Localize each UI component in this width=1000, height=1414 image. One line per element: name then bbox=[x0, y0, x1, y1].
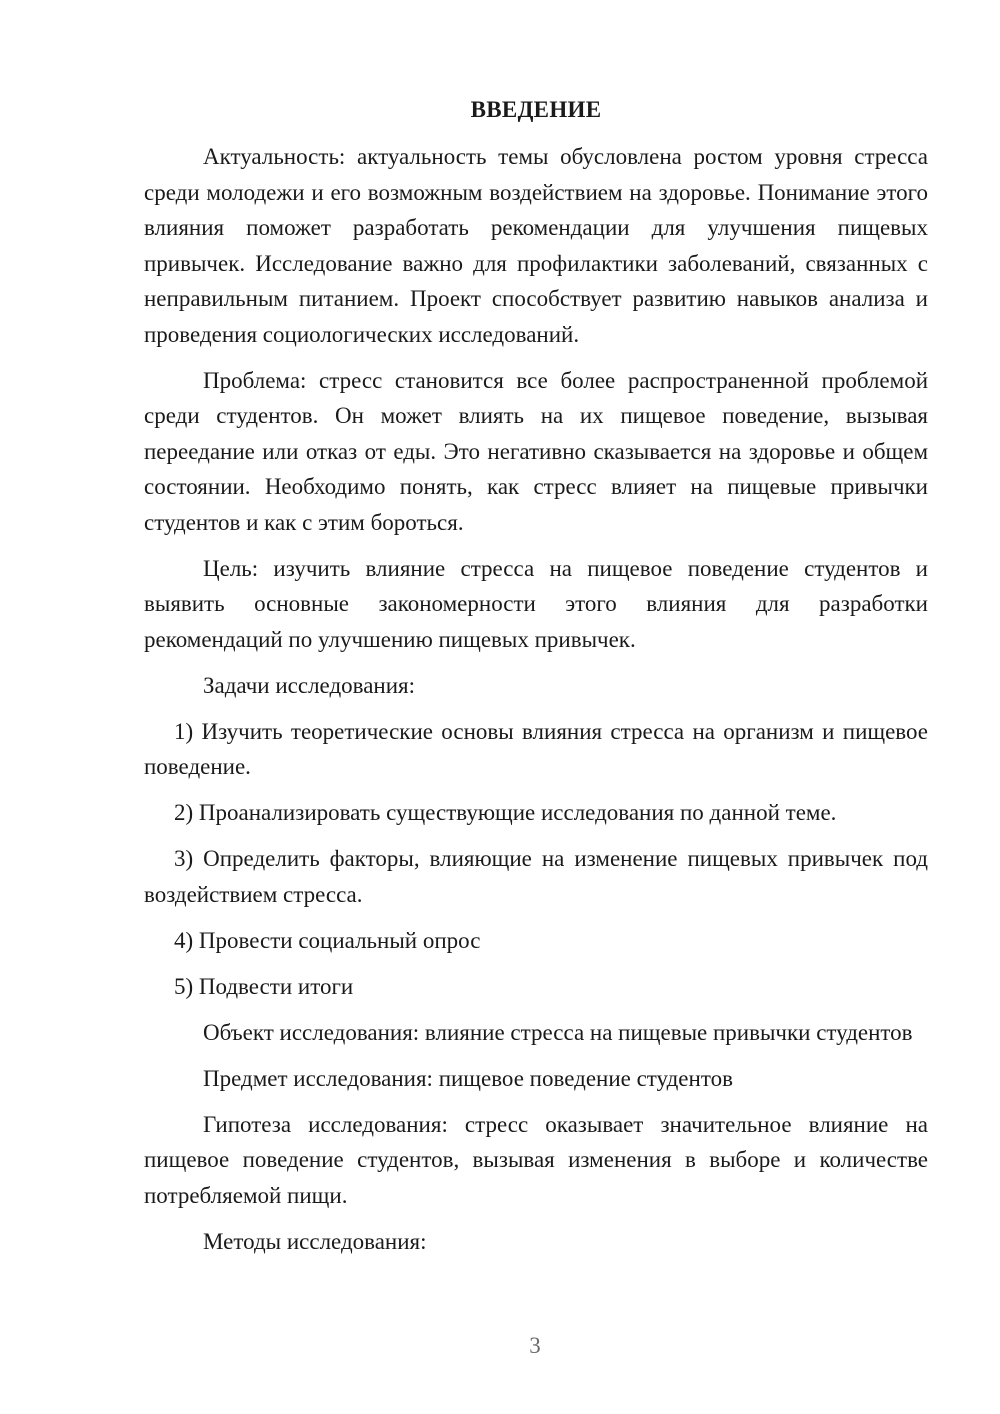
task-item-3: 3) Определить факторы, влияющие на изменение пищевых привычек под воздействием стресса. bbox=[144, 846, 928, 907]
paragraph-methods: Методы исследования: bbox=[203, 1228, 427, 1254]
task-item-4: 4) Провести социальный опрос bbox=[174, 927, 481, 953]
paragraph-subject: Предмет исследования: пищевое поведение студентов bbox=[203, 1065, 733, 1091]
paragraph-problem: Проблема: стресс становится все более распространенной проблемой среди студентов. Он может влиять на их пищевое поведение, вызывая переедание или отказ от еды. Это негативно сказывается на здоровье и общем состоянии. Необходимо понять, как стресс влияет на пищевые привычки студентов и как с этим бороться. bbox=[144, 367, 928, 535]
task-item-1: 1) Изучить теоретические основы влияния стресса на организм и пищевое поведение. bbox=[144, 718, 928, 779]
page-title: ВВЕДЕНИЕ bbox=[470, 97, 602, 122]
paragraph-object: Объект исследования: влияние стресса на пищевые привычки студентов bbox=[203, 1019, 913, 1045]
paragraph-hypothesis: Гипотеза исследования: стресс оказывает значительное влияние на пищевое поведение студентов, вызывая изменения в выборе и количестве потребляемой пищи. bbox=[144, 1111, 928, 1208]
task-item-5: 5) Подвести итоги bbox=[174, 973, 354, 999]
paragraph-goal: Цель: изучить влияние стресса на пищевое поведение студентов и выявить основные закономерности этого влияния для разработки рекомендаций по улучшению пищевых привычек. bbox=[144, 555, 928, 652]
paragraph-tasks-heading: Задачи исследования: bbox=[203, 672, 416, 698]
paragraph-relevance: Актуальность: актуальность темы обусловлена ростом уровня стресса среди молодежи и его возможным воздействием на здоровье. Понимание этого влияния поможет разработать рекомендации для улучшения пищевых привычек. Исследование важно для профилактики заболеваний, связанных с неправильным питанием. Проект способствует развитию навыков анализа и проведения социологических исследований. bbox=[144, 144, 928, 347]
page-content bbox=[144, 92, 928, 1270]
page-number: 3 bbox=[529, 1333, 541, 1358]
task-item-2: 2) Проанализировать существующие исследования по данной теме. bbox=[174, 800, 837, 825]
